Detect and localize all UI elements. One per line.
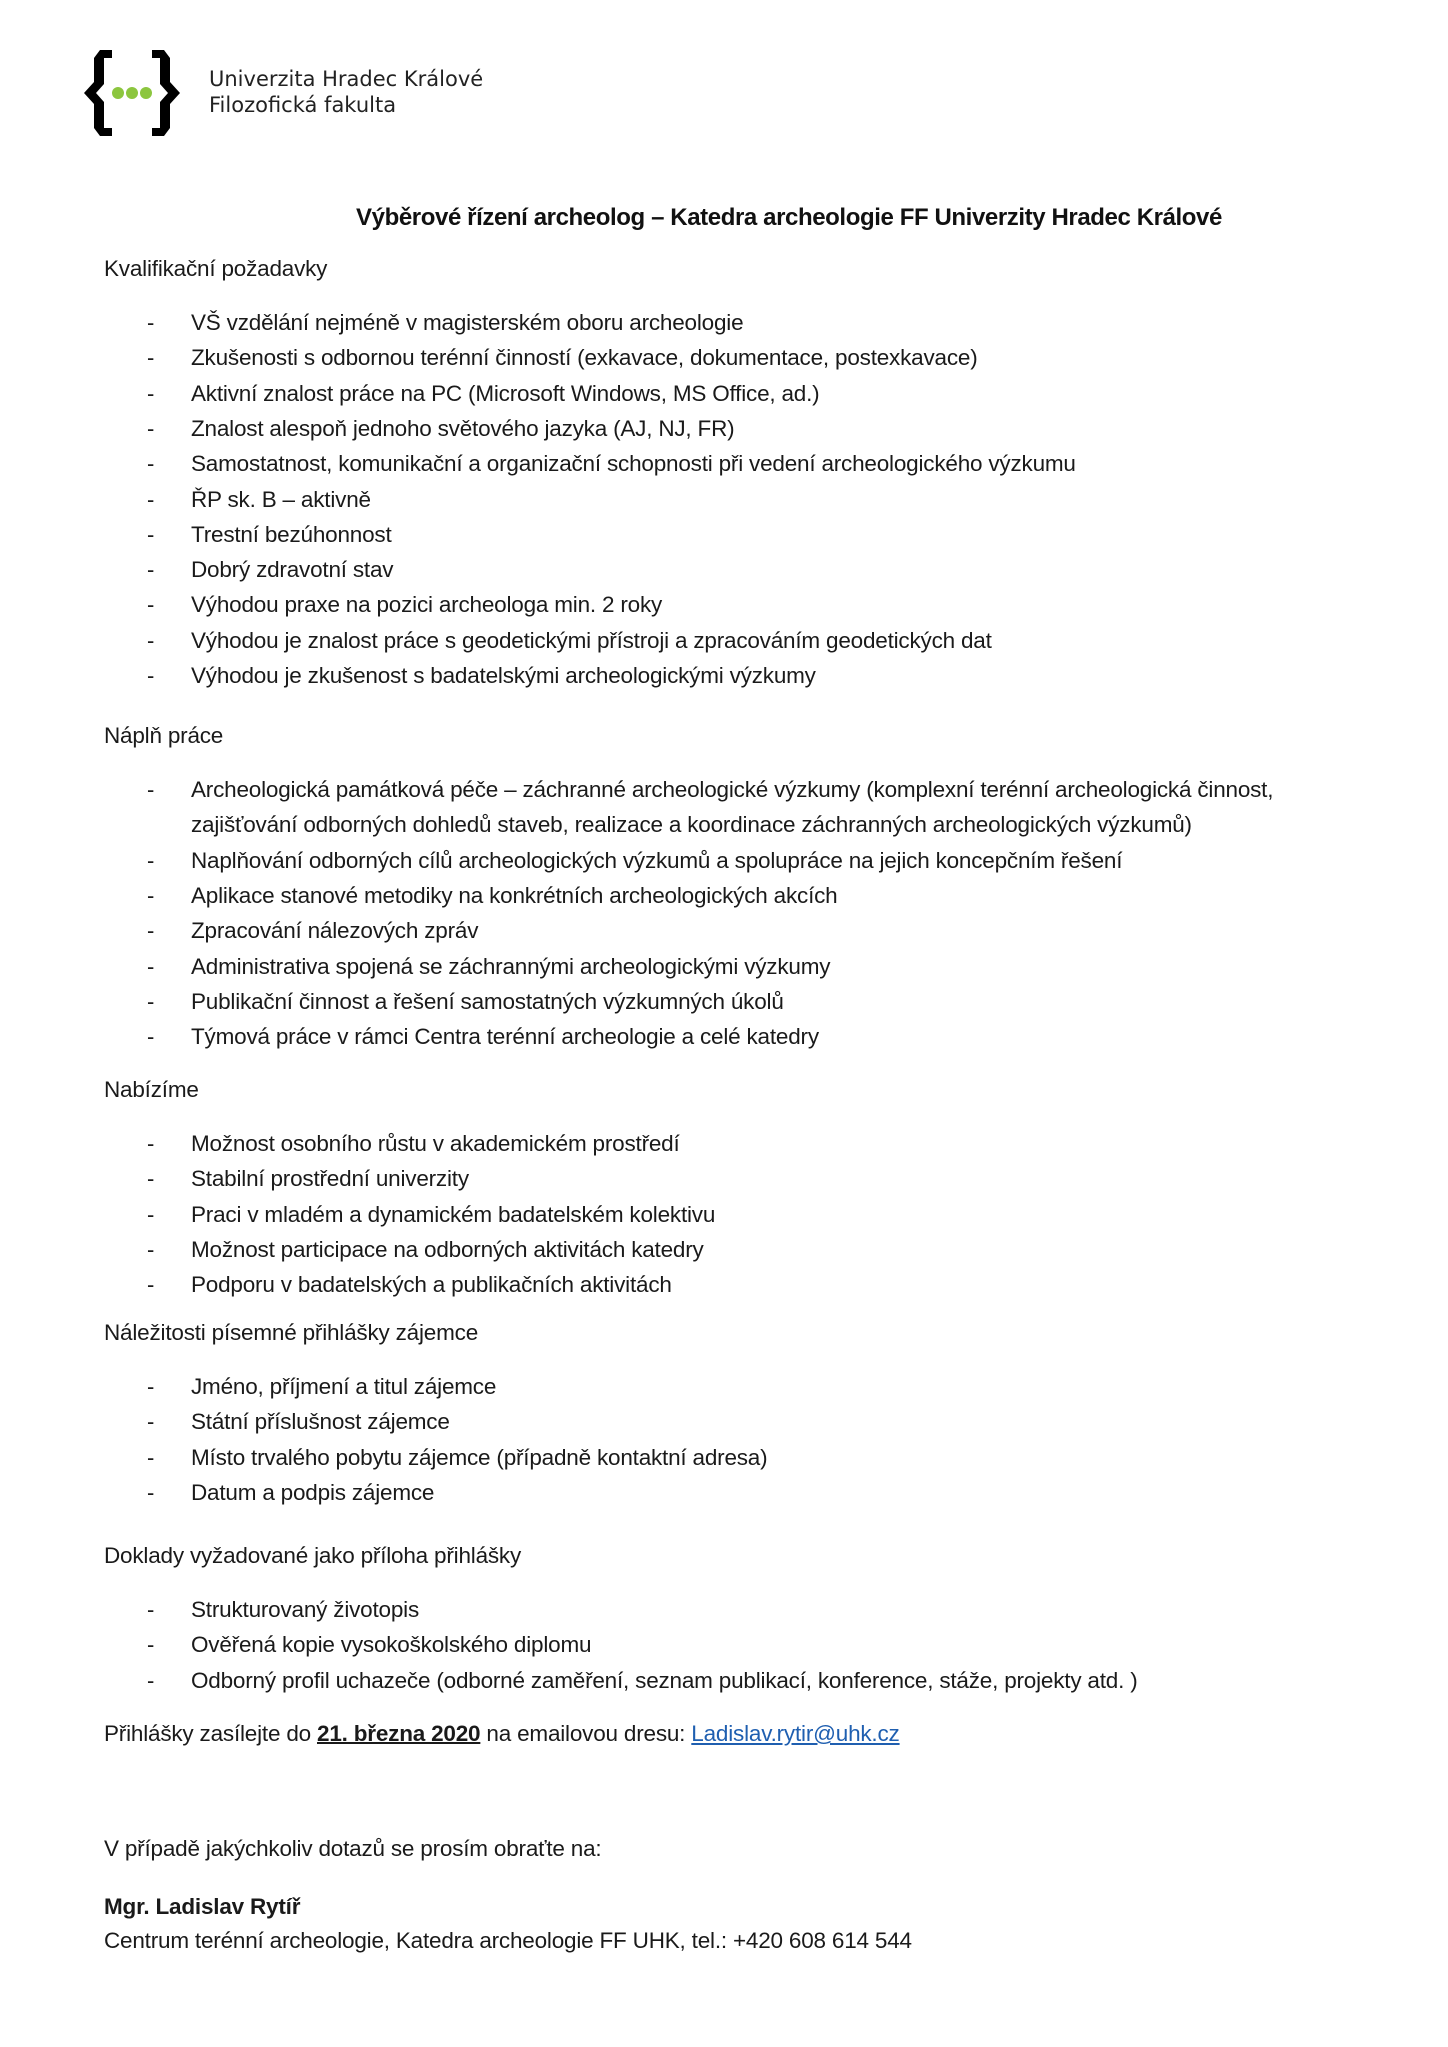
list-item: Znalost alespoň jednoho světového jazyka (AJ, NJ, FR) (191, 415, 735, 441)
bullet-dash: - (147, 627, 155, 653)
contact-intro: V případě jakýchkoliv dotazů se prosím obraťte na: (104, 1836, 602, 1861)
bullet-dash: - (147, 380, 155, 406)
list-item: Administrativa spojená se záchrannými archeologickými výzkumy (191, 953, 831, 979)
bullet-dash: - (147, 1201, 155, 1227)
section-heading: Náplň práce (104, 723, 224, 748)
list-item: Týmová práce v rámci Centra terénní archeologie a celé katedry (191, 1024, 819, 1050)
list-item: Samostatnost, komunikační a organizační schopnosti při vedení archeologického výzkumu (191, 451, 1076, 477)
list-item: Naplňování odborných cílů archeologických výzkumů a spolupráce na jejich koncepčním řešení (191, 847, 1123, 873)
list-item: Zkušenosti s odbornou terénní činností (exkavace, dokumentace, postexkavace) (191, 345, 978, 371)
list-item: Výhodou praxe na pozici archeologa min. 2 roky (191, 592, 663, 618)
left-brace-icon (84, 50, 112, 136)
bullet-dash: - (147, 1632, 155, 1658)
bullet-dash: - (147, 557, 155, 583)
bullet-dash: - (147, 521, 155, 547)
bullet-dash: - (147, 882, 155, 908)
list-item: Aplikace stanové metodiky na konkrétních archeologických akcích (191, 882, 838, 908)
bullet-dash: - (147, 663, 155, 688)
section-heading: Nabízíme (104, 1077, 199, 1102)
section-heading: Náležitosti písemné přihlášky zájemce (104, 1320, 479, 1345)
list-item: Dobrý zdravotní stav (191, 557, 394, 583)
bullet-dash: - (147, 345, 155, 371)
logo-faculty-name: Filozofická fakulta (209, 93, 397, 117)
bullet-dash: - (147, 918, 155, 944)
list-item: Aktivní znalost práce na PC (Microsoft Windows, MS Office, ad.) (191, 380, 820, 406)
list-item: Praci v mladém a dynamickém badatelském kolektivu (191, 1201, 716, 1227)
bullet-dash: - (147, 1166, 155, 1192)
bullet-dash: - (147, 451, 155, 477)
bullet-dash: - (147, 988, 155, 1014)
list-item: Možnost osobního růstu v akademickém prostředí (191, 1131, 680, 1156)
logo-dot-1 (112, 87, 124, 99)
section-heading: Doklady vyžadované jako příloha přihlášky (104, 1543, 522, 1568)
list-item: Ověřená kopie vysokoškolského diplomu (191, 1632, 592, 1658)
deadline-date: 21. března 2020 (317, 1721, 481, 1746)
list-item: Archeologická památková péče – záchranné archeologické výzkumy (komplexní terénní archeologická činnost, (191, 777, 1274, 802)
page-title: Výběrové řízení archeolog – Katedra archeologie FF Univerzity Hradec Králové (356, 204, 1222, 231)
list-item: ŘP sk. B – aktivně (191, 486, 371, 512)
bullet-dash: - (147, 777, 155, 802)
list-item: Stabilní prostřední univerzity (191, 1166, 469, 1192)
list-item: Zpracování nálezových zpráv (191, 918, 479, 944)
bullet-dash: - (147, 1667, 155, 1693)
section-heading: Kvalifikační požadavky (104, 256, 328, 281)
logo-text (209, 66, 483, 118)
bullet-dash: - (147, 415, 155, 441)
contact-details: Centrum terénní archeologie, Katedra archeologie FF UHK, tel.: +420 608 614 544 (104, 1928, 912, 1953)
bullet-dash: - (147, 847, 155, 873)
list-item: Výhodou je znalost práce s geodetickými přístroji a zpracováním geodetických dat (191, 627, 992, 653)
list-item: Datum a podpis zájemce (191, 1479, 435, 1505)
list-item: Odborný profil uchazeče (odborné zaměření, seznam publikací, konference, stáže, projekty atd. ) (191, 1667, 1138, 1693)
logo-dot-3 (140, 87, 152, 99)
bullet-dash: - (147, 486, 155, 512)
bullet-dash: - (147, 1597, 155, 1622)
list-item: VŠ vzdělání nejméně v magisterském oboru archeologie (191, 310, 744, 335)
contact-name: Mgr. Ladislav Rytíř (104, 1894, 301, 1919)
email-link[interactable]: Ladislav.rytir@uhk.cz (691, 1721, 900, 1746)
bullet-dash: - (147, 310, 155, 335)
list-item-continuation: zajišťování odborných dohledů staveb, realizace a koordinace záchranných archeologických výzkumů) (191, 812, 1192, 838)
bullet-dash: - (147, 1131, 155, 1156)
bullet-dash: - (147, 1236, 155, 1262)
list-item: Strukturovaný životopis (191, 1597, 420, 1622)
list-item: Místo trvalého pobytu zájemce (případně kontaktní adresa) (191, 1444, 768, 1470)
right-brace-icon (152, 50, 180, 136)
list-item: Podporu v badatelských a publikačních aktivitách (191, 1272, 672, 1298)
logo-university-name: Univerzita Hradec Králové (209, 67, 484, 91)
bullet-dash: - (147, 1024, 155, 1050)
deadline-middle: na emailovou dresu: (480, 1721, 692, 1746)
bullet-dash: - (147, 592, 155, 618)
deadline-prefix: Přihlášky zasílejte do (104, 1721, 317, 1746)
bullet-dash: - (147, 1444, 155, 1470)
deadline-line (104, 1721, 900, 1747)
logo-dot-2 (126, 87, 138, 99)
list-item: Možnost participace na odborných aktivitách katedry (191, 1236, 704, 1262)
list-item: Jméno, příjmení a titul zájemce (191, 1374, 497, 1399)
list-item: Státní příslušnost zájemce (191, 1409, 450, 1435)
university-logo-icon (82, 48, 182, 138)
list-item: Trestní bezúhonnost (191, 521, 392, 547)
bullet-dash: - (147, 1374, 155, 1399)
list-item: Publikační činnost a řešení samostatných výzkumných úkolů (191, 988, 784, 1014)
bullet-dash: - (147, 1272, 155, 1298)
bullet-dash: - (147, 1479, 155, 1505)
list-item: Výhodou je zkušenost s badatelskými archeologickými výzkumy (191, 663, 816, 688)
bullet-dash: - (147, 1409, 155, 1435)
bullet-dash: - (147, 953, 155, 979)
